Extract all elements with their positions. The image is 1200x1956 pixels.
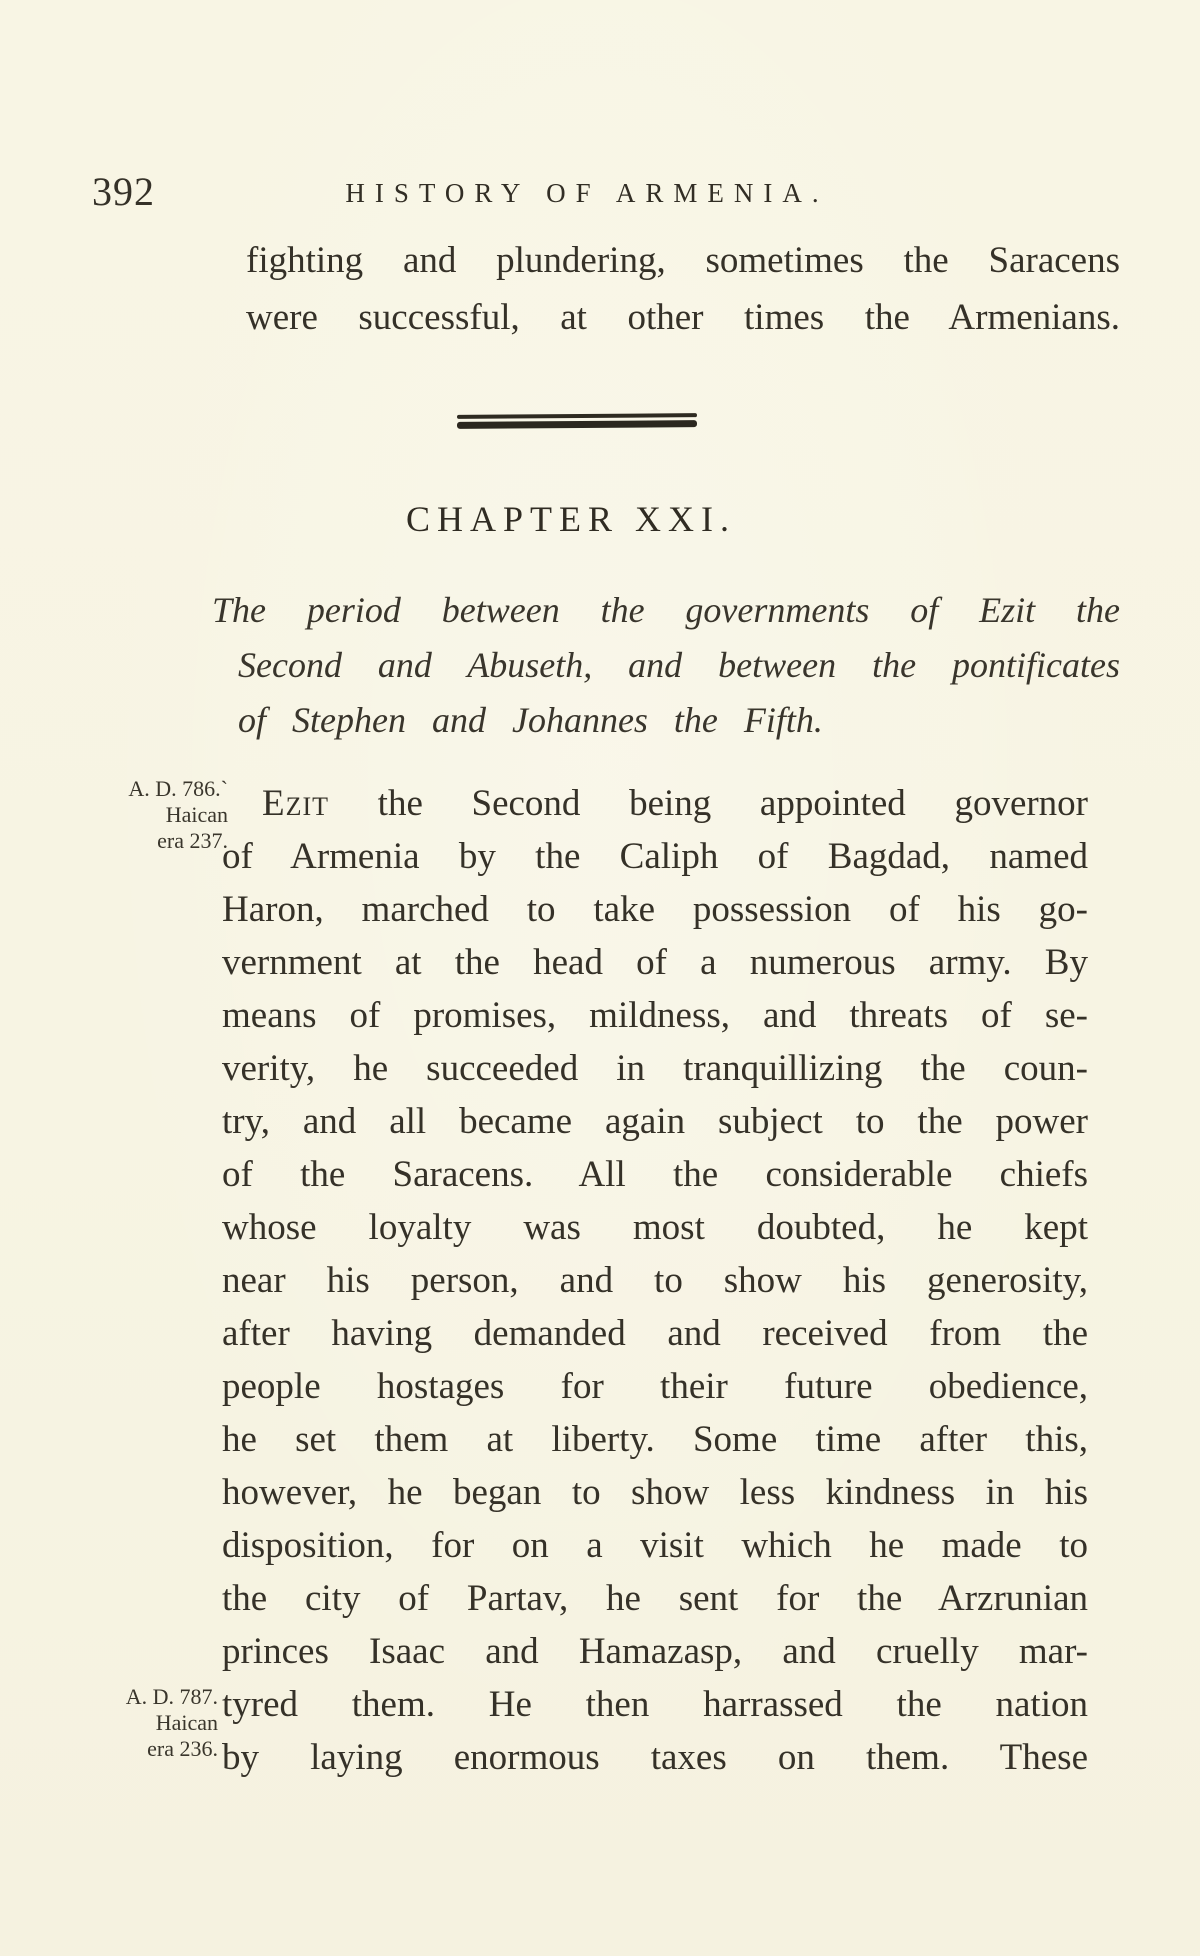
margin-note-ad-787 bbox=[56, 1684, 218, 1762]
divider-rule-thick bbox=[457, 420, 697, 429]
margin-note-line: A. D. 786.` bbox=[128, 776, 228, 801]
body-line: whose loyalty was most doubted, he kept bbox=[222, 1207, 1088, 1248]
section-divider bbox=[457, 414, 697, 431]
body-line: people hostages for their future obedience, bbox=[222, 1366, 1088, 1407]
opening-paragraph-line: were successful, at other times the Armenians. bbox=[246, 297, 1120, 338]
running-head: HISTORY OF ARMENIA. bbox=[345, 178, 829, 208]
margin-note-line: Haican bbox=[155, 1710, 218, 1735]
margin-note-line: era 236. bbox=[147, 1736, 218, 1761]
body-line: verity, he succeeded in tranquillizing the coun- bbox=[222, 1048, 1088, 1089]
margin-note-ad-786 bbox=[56, 776, 228, 854]
body-line: vernment at the head of a numerous army. By bbox=[222, 942, 1088, 983]
opening-paragraph-line: fighting and plundering, sometimes the Saracens bbox=[246, 240, 1120, 281]
divider-rule-thin bbox=[457, 413, 697, 419]
body-line: tyred them. He then harrassed the nation bbox=[222, 1684, 1088, 1725]
body-line: after having demanded and received from the bbox=[222, 1313, 1088, 1354]
body-line: try, and all became again subject to the power bbox=[222, 1101, 1088, 1142]
opening-paragraph bbox=[246, 232, 1120, 346]
body-line: he set them at liberty. Some time after this, bbox=[222, 1419, 1088, 1460]
body-line: disposition, for on a visit which he made to bbox=[222, 1525, 1088, 1566]
chapter-summary-line: The period between the governments of Ezit the bbox=[212, 590, 1120, 630]
body-line: princes Isaac and Hamazasp, and cruelly mar- bbox=[222, 1631, 1088, 1672]
chapter-heading: CHAPTER XXI. bbox=[405, 499, 737, 539]
chapter-summary-line: Second and Abuseth, and between the pontificates bbox=[238, 645, 1120, 685]
body-line: near his person, and to show his generosity, bbox=[222, 1260, 1088, 1301]
body-line: Haron, marched to take possession of his go- bbox=[222, 889, 1088, 930]
margin-note-line: era 237. bbox=[157, 828, 228, 853]
body-line: of the Saracens. All the considerable chiefs bbox=[222, 1154, 1088, 1195]
body-line: of Armenia by the Caliph of Bagdad, named bbox=[222, 836, 1088, 877]
body-line: the city of Partav, he sent for the Arzrunian bbox=[222, 1578, 1088, 1619]
margin-note-line: Haican bbox=[165, 802, 228, 827]
chapter-summary bbox=[212, 583, 1120, 748]
body-line bbox=[222, 777, 1088, 830]
page-number: 392 bbox=[92, 169, 155, 214]
body-line: by laying enormous taxes on them. These bbox=[222, 1737, 1088, 1778]
body-line-text: the Second being appointed governor bbox=[377, 783, 1089, 824]
body-paragraph bbox=[222, 777, 1088, 1784]
margin-note-line: A. D. 787. bbox=[125, 1684, 218, 1709]
body-line: however, he began to show less kindness in his bbox=[222, 1472, 1088, 1513]
body-line: means of promises, mildness, and threats of se- bbox=[222, 995, 1088, 1036]
body-smallcaps-name: Ezit bbox=[262, 783, 330, 824]
chapter-summary-line: of Stephen and Johannes the Fifth. bbox=[238, 700, 823, 740]
